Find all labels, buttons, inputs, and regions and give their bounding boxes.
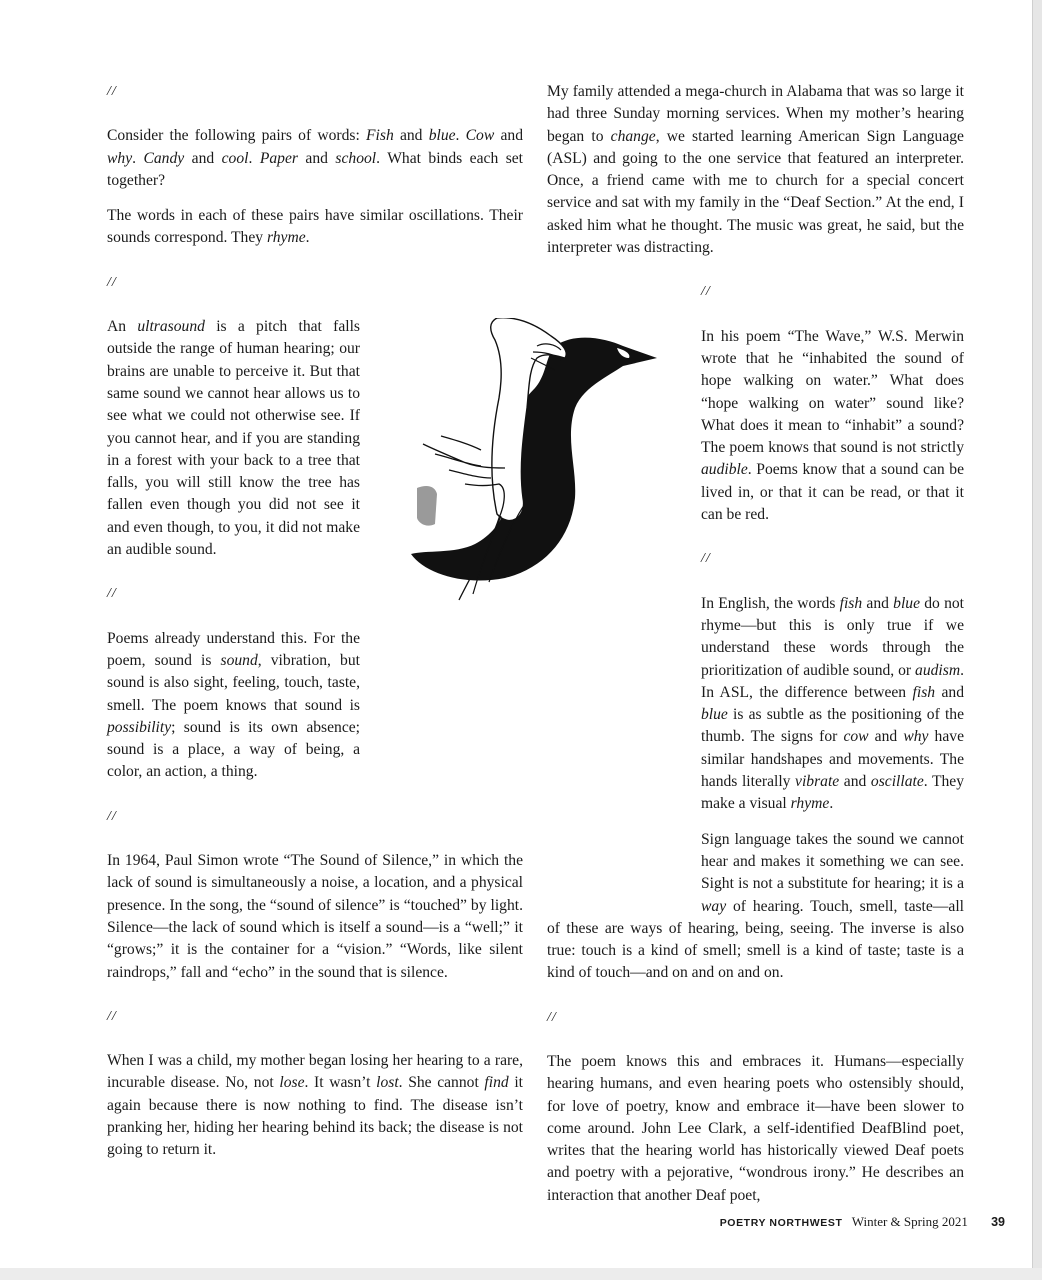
text-run: , we started learning American Sign Language (ASL) and going to the one service that featured an interpreter. Once, a friend came with me to church for a special concert service and sat with my family in the “Deaf Section.” At the end, I asked him what he thought. The music was great, he said, but the interpreter was distracting. — [547, 127, 964, 257]
text-run: is as subtle as the positioning of the thumb. The signs for — [701, 706, 964, 746]
paragraph — [107, 1050, 523, 1161]
italic-text: lose — [279, 1074, 305, 1092]
italic-text: why — [107, 149, 133, 167]
text-run: . Poems know that a sound can be lived in, or that it can be read, or that it can be red. — [701, 461, 964, 524]
paragraph — [107, 850, 523, 984]
italic-text: oscillate — [870, 773, 924, 791]
text-run: Sign language takes the sound we cannot hear and makes it something we can see. Sight is not a substitute for hearing; it is a — [701, 830, 964, 893]
section-separator: // — [107, 586, 117, 602]
section-separator: // — [107, 1008, 117, 1024]
text-run: The poem knows this and embraces it. Humans—especially hearing humans, and even hearing poets who ostensibly should, for love of poetry, know and embrace it—have been slower to come around. John Lee Clark, a self-identified DeafBlind poet, writes that the hearing world has historically viewed Deaf poets and poetry with a pejorative, “wondrous irony.” He describes an interaction that another Deaf poet, — [547, 1052, 964, 1204]
section-separator: // — [107, 274, 117, 290]
italic-text: rhyme — [266, 229, 306, 247]
italic-text: fish — [839, 594, 863, 612]
text-run: Consider the following pairs of words: — [107, 127, 367, 145]
italic-text: rhyme — [790, 795, 830, 813]
italic-text: blue — [428, 127, 456, 145]
italic-text: audible — [701, 461, 748, 479]
page-edge-bottom — [0, 1268, 1042, 1280]
paragraph — [107, 205, 523, 250]
section-separator: // — [107, 808, 117, 824]
italic-text: Fish — [366, 127, 394, 145]
text-run: An — [107, 318, 138, 336]
text-run: . — [132, 149, 144, 167]
text-run: ; sound is its own absence; sound is a place, a way of being, a color, an action, a thing. — [107, 718, 360, 781]
text-run: In his poem “The Wave,” W.S. Merwin wrote that he “inhabited the sound of hope walking on water.” What does “hope walking on water” sound like? What does it mean to “inhabit” a sound? The poem knows that sound is not strictly — [701, 327, 964, 457]
text-run: it again because there is now nothing to find. The disease isn’t pranking her, hiding her hearing behind its back; the disease is not going to return it. — [107, 1074, 523, 1159]
italic-text: possibility — [107, 718, 172, 736]
page-number: 39 — [991, 1215, 1005, 1229]
magazine-name: POETRY NORTHWEST — [719, 1217, 843, 1229]
italic-text: find — [484, 1074, 509, 1092]
section-separator: // — [701, 551, 711, 567]
text-run: and — [839, 773, 871, 791]
italic-text: audism — [915, 661, 961, 679]
text-run: and — [494, 127, 523, 145]
text-run: . — [305, 229, 310, 247]
text-run: In English, the words — [701, 594, 840, 612]
text-run: When I was a child, my mother began losing her hearing to a rare, incurable disease. No, not — [107, 1052, 523, 1092]
italic-text: Cow — [465, 127, 495, 145]
text-run: . She cannot — [398, 1074, 485, 1092]
italic-text: lost — [376, 1074, 399, 1092]
section-separator: // — [107, 84, 117, 99]
text-run: have similar handshapes and movements. The hands literally — [701, 728, 964, 791]
right-column — [547, 81, 964, 1220]
text-run: of hearing. Touch, smell, taste—all of these are ways of hearing, being, seeing. The inverse is also true: touch is a kind of smell; smell is a kind of taste; taste is a kind of touch—and on and on and on. — [547, 897, 964, 982]
text-run: and — [393, 127, 429, 145]
text-run: . It wasn’t — [304, 1074, 377, 1092]
text-run: . They make a visual — [701, 773, 964, 813]
italic-text: blue — [893, 594, 921, 612]
text-run: and — [297, 149, 336, 167]
italic-text: sound — [220, 651, 258, 669]
section-separator: // — [547, 1009, 557, 1025]
text-run: The words in each of these pairs have similar oscillations. Their sounds correspond. They — [107, 207, 523, 247]
text-run: and — [868, 728, 904, 746]
italic-text: way — [701, 897, 727, 915]
italic-text: cool — [221, 149, 249, 167]
text-run: and — [935, 683, 965, 701]
left-column — [107, 81, 523, 1175]
italic-text: Candy — [143, 149, 185, 167]
italic-text: why — [903, 728, 929, 746]
page-edge-right — [1032, 0, 1042, 1280]
italic-text: blue — [701, 706, 728, 724]
page-footer — [560, 1214, 1005, 1230]
paragraph — [547, 1051, 964, 1207]
text-run: . What binds each set together? — [107, 149, 524, 189]
italic-text: vibrate — [795, 773, 840, 791]
text-run: . — [248, 149, 260, 167]
text-run: . In ASL, the difference between — [701, 661, 964, 701]
text-run: . — [455, 127, 466, 145]
italic-text: change — [610, 127, 656, 145]
text-run: and — [184, 149, 222, 167]
text-run: Poems already understand this. For the poem, sound is — [107, 629, 360, 669]
italic-text: Paper — [259, 149, 298, 167]
issue-date: Winter & Spring 2021 — [851, 1214, 968, 1229]
text-run: . — [829, 795, 834, 813]
text-run: is a pitch that falls outside the range of human hearing; our brains are unable to perceive it. But that same sound we cannot hear allows us to see what we could not otherwise see. If you cannot hear, and if you are standing in a forest with your back to a tree that falls, you will still know the tree has fallen even though you did not see it and even though, to you, it did not make an audible sound. — [107, 318, 360, 559]
text-run: In 1964, Paul Simon wrote “The Sound of Silence,” in which the lack of sound is simultaneously a noise, a location, and a physical presence. In the song, the “sound of silence” is “touched” by light. Silence—the lack of sound which is itself a sound—is a “well;” it “grows;” it is the container for a “vision.” “Words, like silent raindrops,” fall and “echo” in the sound that is silence. — [107, 852, 523, 981]
paragraph — [107, 125, 523, 192]
text-run: and — [862, 594, 894, 612]
text-run: , vibration, but sound is also sight, feeling, touch, taste, smell. The poem knows that sound is — [107, 651, 360, 714]
bird-hands-illustration-icon — [405, 318, 663, 608]
section-separator: // — [701, 284, 711, 300]
italic-text: fish — [912, 683, 936, 701]
italic-text: ultrasound — [137, 318, 205, 336]
italic-text: school — [335, 149, 377, 167]
italic-text: cow — [843, 728, 869, 746]
paragraph — [547, 81, 964, 259]
text-run: do not rhyme—but this is only true if we understand these words through the prioritization of audible sound, or — [701, 594, 964, 679]
text-run: My family attended a mega-church in Alabama that was so large it had three Sunday morning services. When my mother’s hearing began to — [547, 83, 964, 145]
